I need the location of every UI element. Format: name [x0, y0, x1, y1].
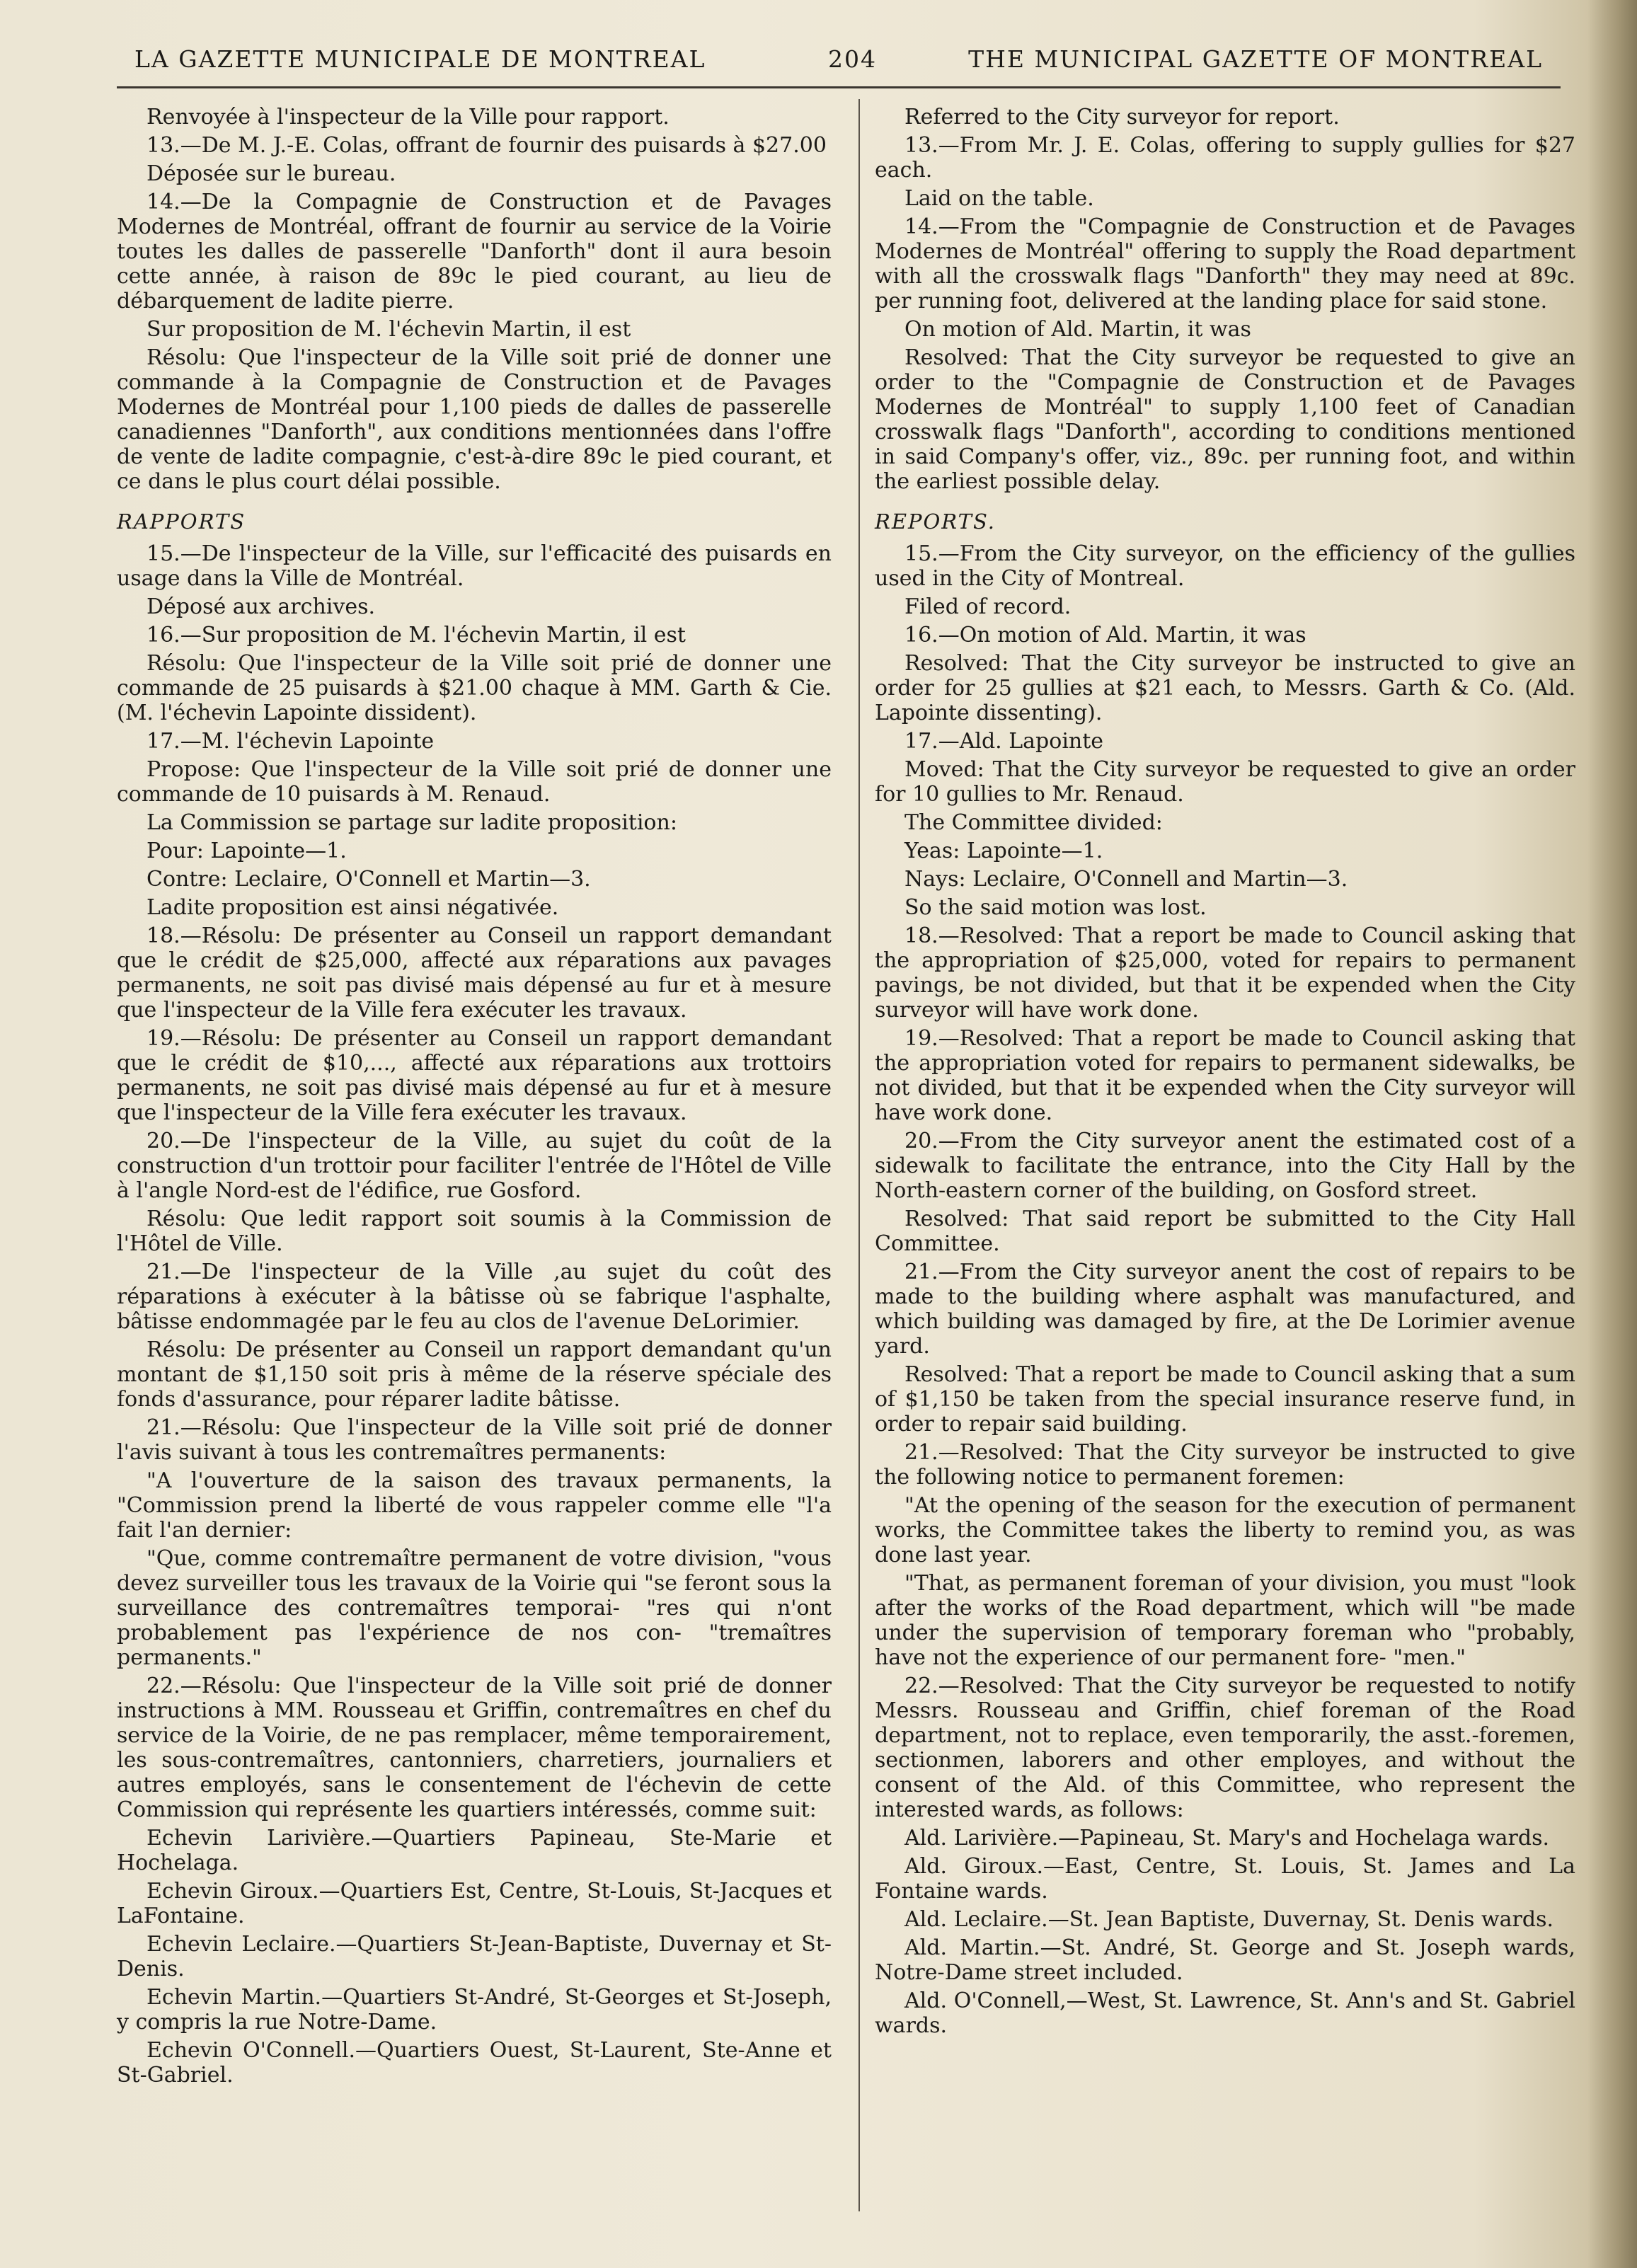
english-paragraph: Yeas: Lapointe—1. [904, 839, 1103, 863]
french-section-heading: RAPPORTS [117, 510, 246, 534]
english-paragraph: Resolved: That a report be made to Council asking that a sum of $1,150 be taken from the special insurance reserve fund, in order to repair said building. [875, 1362, 1575, 1437]
english-paragraph: The Committee divided: [904, 810, 1163, 835]
header-french-title: LA GAZETTE MUNICIPALE DE MONTREAL [134, 45, 706, 73]
english-paragraph: On motion of Ald. Martin, it was [904, 317, 1251, 342]
french-paragraph: 15.—De l'inspecteur de la Ville, sur l'efficacité des puisards en usage dans la Ville de Montréal. [117, 541, 832, 591]
english-paragraph: Ald. Giroux.—East, Centre, St. Louis, St. James and La Fontaine wards. [875, 1854, 1575, 1904]
french-paragraph: La Commission se partage sur ladite proposition: [147, 810, 677, 835]
french-paragraph: 21.—Résolu: Que l'inspecteur de la Ville soit prié de donner l'avis suivant à tous les contremaîtres permanents: [117, 1415, 832, 1465]
french-paragraph: Ladite proposition est ainsi négativée. [147, 895, 559, 920]
english-paragraph: 14.—From the "Compagnie de Construction et de Pavages Modernes de Montréal" offering to supply the Road department with all the crosswalk flags "Danforth" they may need at 89c. per running foot, delivered at the landing place for said stone. [875, 214, 1575, 313]
french-paragraph: Résolu: Que ledit rapport soit soumis à la Commission de l'Hôtel de Ville. [117, 1207, 832, 1256]
french-paragraph: 18.—Résolu: De présenter au Conseil un rapport demandant que le crédit de $25,000, affecté aux réparations aux pavages permanents, ne soit pas divisé mais dépensé au fur et à mesure que l'inspecteur de la Ville fera exécuter les travaux. [117, 923, 832, 1023]
english-paragraph: Ald. Martin.—St. André, St. George and St. Joseph wards, Notre-Dame street included. [875, 1935, 1575, 1985]
french-paragraph: Résolu: Que l'inspecteur de la Ville soit prié de donner une commande à la Compagnie de Construction et de Pavages Modernes de Montréal pour 1,100 pieds de dalles de passerelle canadiennes "Danforth", aux conditions mentionnées dans l'offre de vente de ladite compagnie, c'est-à-dire 89c le pied courant, et ce dans le plus court délai possible. [117, 345, 832, 494]
french-paragraph: 14.—De la Compagnie de Construction et de Pavages Modernes de Montréal, offrant de fournir au service de la Voirie toutes les dalles de passerelle "Danforth" dont il aura besoin cette année, à raison de 89c le pied courant, au lieu de débarquement de ladite pierre. [117, 190, 832, 313]
english-paragraph: Nays: Leclaire, O'Connell and Martin—3. [904, 867, 1348, 892]
french-paragraph: 22.—Résolu: Que l'inspecteur de la Ville soit prié de donner instructions à MM. Rousseau et Griffin, contremaîtres en chef du service de la Voirie, de ne pas remplacer, même temporairement, les sous-contremaîtres, cantonniers, charretiers, journaliers et autres employés, sans le consentement de l'échevin de cette Commission qui représente les quartiers intéressés, comme suit: [117, 1674, 832, 1822]
english-paragraph: Filed of record. [904, 594, 1072, 619]
page-header [134, 45, 1543, 81]
french-paragraph: Résolu: De présenter au Conseil un rapport demandant qu'un montant de $1,150 soit pris à même de la réserve spéciale des fonds d'assurance, pour réparer ladite bâtisse. [117, 1337, 832, 1412]
english-section-heading: REPORTS. [875, 510, 996, 534]
english-paragraph: Moved: That the City surveyor be requested to give an order for 10 gullies to Mr. Renaud. [875, 757, 1575, 807]
english-paragraph: 21.—Resolved: That the City surveyor be instructed to give the following notice to permanent foremen: [875, 1440, 1575, 1490]
english-paragraph: So the said motion was lost. [904, 895, 1207, 920]
french-paragraph: 19.—Résolu: De présenter au Conseil un rapport demandant que le crédit de $10,..., affecté aux réparations aux trottoirs permanents, ne soit pas divisé mais dépensé au fur et à mesure que l'inspecteur de la Ville fera exécuter les travaux. [117, 1026, 832, 1125]
english-paragraph: 15.—From the City surveyor, on the efficiency of the gullies used in the City of Montreal. [875, 541, 1575, 591]
french-paragraph: Propose: Que l'inspecteur de la Ville soit prié de donner une commande de 10 puisards à M. Renaud. [117, 757, 832, 807]
english-paragraph: Laid on the table. [904, 186, 1094, 211]
page-spine-shadow [1587, 0, 1637, 2268]
english-paragraph: 13.—From Mr. J. E. Colas, offering to supply gullies for $27 each. [875, 133, 1575, 183]
french-paragraph: Echevin O'Connell.—Quartiers Ouest, St-Laurent, Ste-Anne et St-Gabriel. [117, 2038, 832, 2088]
english-paragraph: 16.—On motion of Ald. Martin, it was [904, 623, 1306, 647]
header-rule [117, 86, 1561, 88]
french-paragraph: Echevin Giroux.—Quartiers Est, Centre, St-Louis, St-Jacques et LaFontaine. [117, 1879, 832, 1928]
english-paragraph: Ald. O'Connell,—West, St. Lawrence, St. Ann's and St. Gabriel wards. [875, 1988, 1575, 2038]
english-paragraph: Ald. Leclaire.—St. Jean Baptiste, Duvernay, St. Denis wards. [904, 1907, 1554, 1932]
french-paragraph: Déposée sur le bureau. [147, 161, 396, 186]
english-paragraph: 21.—From the City surveyor anent the cost of repairs to be made to the building where asphalt was manufactured, and which building was damaged by fire, at the De Lorimier avenue yard. [875, 1260, 1575, 1359]
french-paragraph: "A l'ouverture de la saison des travaux permanents, la "Commission prend la liberté de vous rappeler comme elle "l'a fait l'an dernier: [117, 1468, 832, 1543]
french-paragraph: Echevin Martin.—Quartiers St-André, St-Georges et St-Joseph, y compris la rue Notre-Dame. [117, 1985, 832, 2034]
english-paragraph: Resolved: That the City surveyor be requested to give an order to the "Compagnie de Construction et de Pavages Modernes de Montréal" to supply 1,100 feet of Canadian crosswalk flags "Danforth", according to conditions mentioned in said Company's offer, viz., 89c. per running foot, and within the earliest possible delay. [875, 345, 1575, 494]
french-paragraph: 13.—De M. J.-E. Colas, offrant de fournir des puisards à $27.00 [147, 133, 827, 158]
english-paragraph: 20.—From the City surveyor anent the estimated cost of a sidewalk to facilitate the entrance, into the City Hall by the North-eastern corner of the building, on Gosford street. [875, 1129, 1575, 1203]
english-paragraph: 18.—Resolved: That a report be made to Council asking that the appropriation of $25,000, voted for repairs to permanent pavings, be not divided, but that it be expended when the City surveyor will have work done. [875, 923, 1575, 1023]
english-paragraph: 19.—Resolved: That a report be made to Council asking that the appropriation voted for repairs to permanent sidewalks, be not divided, but that it be expended when the City surveyor will have work done. [875, 1026, 1575, 1125]
french-paragraph: Contre: Leclaire, O'Connell et Martin—3. [147, 867, 591, 892]
french-paragraph: Déposé aux archives. [147, 594, 375, 619]
french-paragraph: 21.—De l'inspecteur de la Ville ,au sujet du coût des réparations à exécuter à la bâtisse où se fabrique l'asphalte, bâtisse endommagée par le feu au clos de l'avenue DeLorimier. [117, 1260, 832, 1334]
english-paragraph: Resolved: That the City surveyor be instructed to give an order for 25 gullies at $21 each, to Messrs. Garth & Co. (Ald. Lapointe dissenting). [875, 651, 1575, 725]
french-paragraph: Résolu: Que l'inspecteur de la Ville soit prié de donner une commande de 25 puisards à $21.00 chaque à MM. Garth & Cie. (M. l'échevin Lapointe dissident). [117, 651, 832, 725]
english-paragraph: 22.—Resolved: That the City surveyor be requested to notify Messrs. Rousseau and Griffin, chief foreman of the Road department, not to replace, even temporarily, the asst.-foremen, sectionmen, laborers and other employes, and without the consent of the Ald. of this Committee, who represent the interested wards, as follows: [875, 1674, 1575, 1822]
french-column [117, 105, 832, 2091]
french-paragraph: Echevin Leclaire.—Quartiers St-Jean-Baptiste, Duvernay et St-Denis. [117, 1932, 832, 1981]
english-paragraph: 17.—Ald. Lapointe [904, 729, 1104, 754]
page-number: 204 [828, 45, 877, 73]
french-paragraph: 20.—De l'inspecteur de la Ville, au sujet du coût de la construction d'un trottoir pour faciliter l'entrée de l'Hôtel de Ville à l'angle Nord-est de l'édifice, rue Gosford. [117, 1129, 832, 1203]
header-english-title: THE MUNICIPAL GAZETTE OF MONTREAL [968, 45, 1543, 73]
french-paragraph: Pour: Lapointe—1. [147, 839, 347, 863]
english-paragraph: Ald. Larivière.—Papineau, St. Mary's and Hochelaga wards. [904, 1826, 1550, 1850]
english-paragraph: "At the opening of the season for the execution of permanent works, the Committee takes the liberty to remind you, as was done last year. [875, 1493, 1575, 1567]
english-paragraph: "That, as permanent foreman of your division, you must "look after the works of the Road department, which will "be made under the supervision of temporary foreman who "probably, have not the experience of our permanent fore- "men." [875, 1571, 1575, 1670]
french-paragraph: Renvoyée à l'inspecteur de la Ville pour rapport. [147, 105, 670, 129]
french-paragraph: "Que, comme contremaître permanent de votre division, "vous devez surveiller tous les travaux de la Voirie qui "se feront sous la surveillance des contremaîtres temporai- "res qui n'ont probablement pas l'expérience de nos con- "tremaîtres permanents." [117, 1546, 832, 1670]
french-paragraph: Sur proposition de M. l'échevin Martin, il est [147, 317, 631, 342]
french-paragraph: 17.—M. l'échevin Lapointe [147, 729, 435, 754]
column-divider [858, 99, 860, 2211]
english-column [875, 105, 1575, 2042]
french-paragraph: Echevin Larivière.—Quartiers Papineau, Ste-Marie et Hochelaga. [117, 1826, 832, 1875]
english-paragraph: Resolved: That said report be submitted to the City Hall Committee. [875, 1207, 1575, 1256]
french-paragraph: 16.—Sur proposition de M. l'échevin Martin, il est [147, 623, 686, 647]
english-paragraph: Referred to the City surveyor for report. [904, 105, 1340, 129]
